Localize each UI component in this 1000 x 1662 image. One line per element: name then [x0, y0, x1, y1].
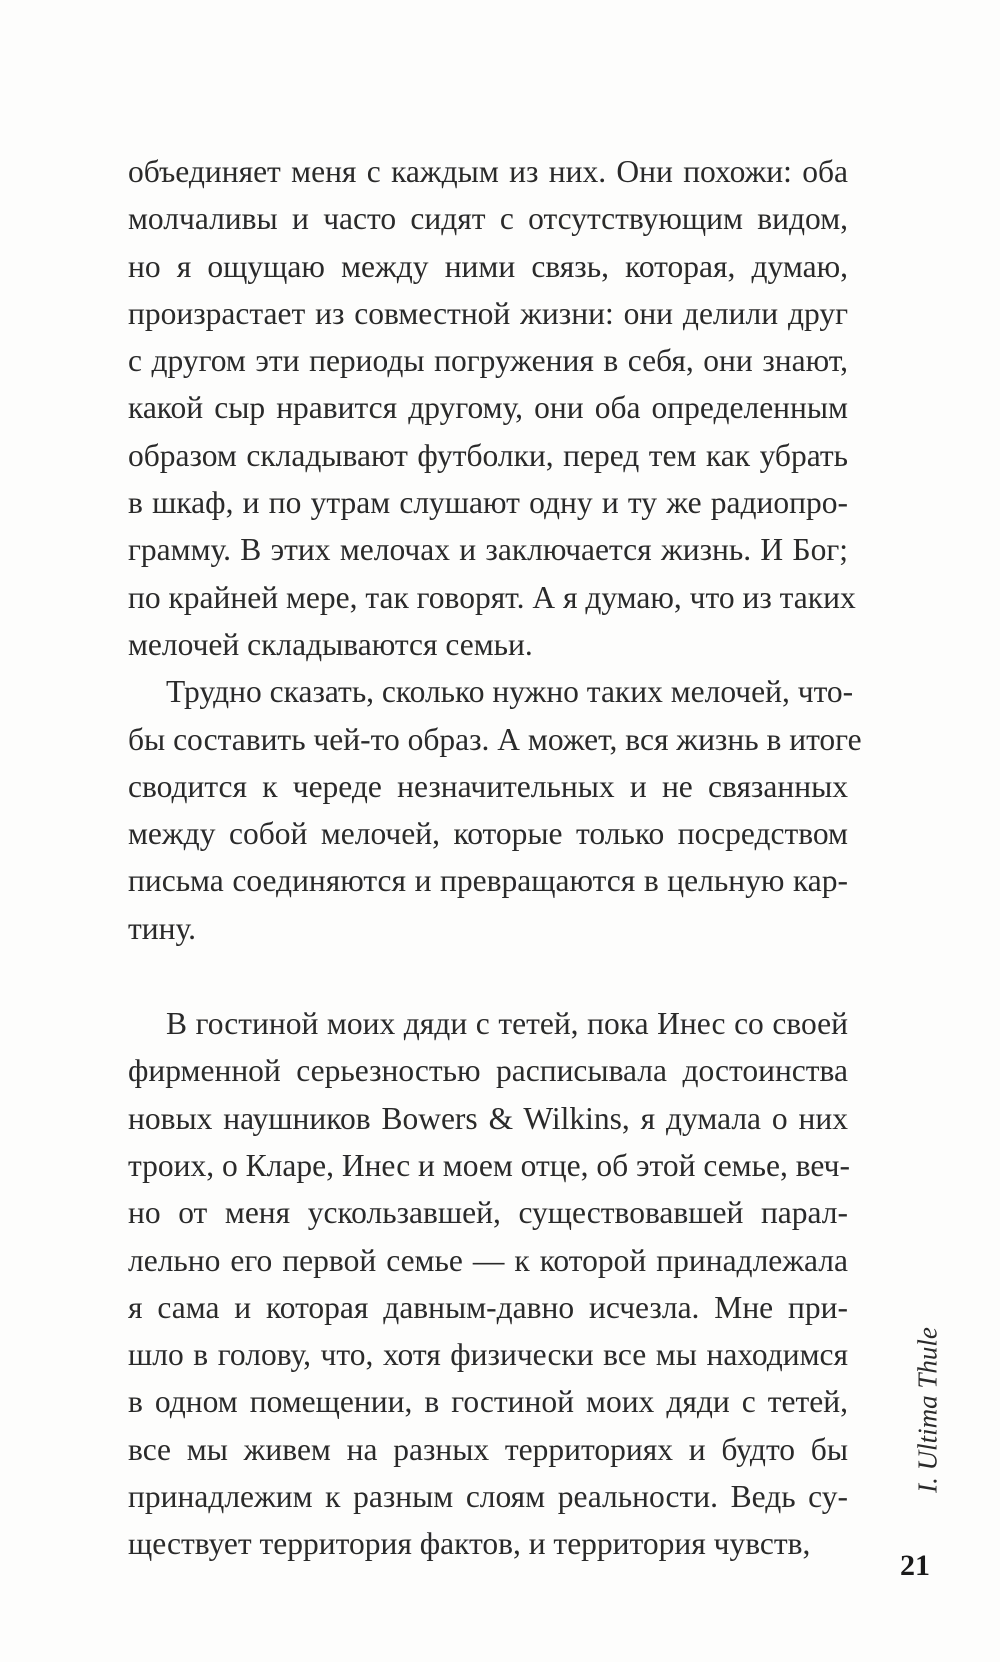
- text-line: принадлежим к разным слоям реальности. Ведь су-: [128, 1479, 848, 1515]
- text-line: объединяет меня с каждым из них. Они похожи: оба: [128, 154, 848, 189]
- text-line: с другом эти периоды погружения в себя, они знают,: [128, 343, 848, 379]
- text-line: образом складывают футболки, перед тем как убрать: [128, 437, 848, 473]
- text-line: письма соединяются и превращаются в цельную кар-: [128, 863, 848, 899]
- text-line: между собой мелочей, которые только посредством: [128, 816, 848, 852]
- text-line: все мы живем на разных территориях и будто бы: [128, 1431, 848, 1467]
- text-line: но я ощущаю между ними связь, которая, думаю,: [128, 248, 848, 284]
- text-line: какой сыр нравится другому, они оба определенным: [128, 390, 848, 426]
- text-line: я сама и которая давным-давно исчезла. Мне при-: [128, 1289, 848, 1325]
- text-line: лельно его первой семье — к которой принадлежала: [128, 1242, 848, 1278]
- section-break: [128, 952, 848, 1000]
- text-line: мелочей складываются семьи.: [128, 626, 533, 662]
- text-line: молчаливы и часто сидят с отсутствующим видом,: [128, 201, 848, 237]
- paragraph: [128, 1000, 848, 1568]
- text-line: Трудно сказать, сколько нужно таких мелочей, что-: [166, 674, 854, 710]
- text-line: сводится к череде незначительных и не связанных: [128, 768, 848, 804]
- running-head: I. Ultima Thule: [912, 1327, 943, 1493]
- text-line: троих, о Кларе, Инес и моем отце, об этой семье, веч-: [128, 1147, 850, 1183]
- text-line: в шкаф, и по утрам слушают одну и ту же радиопро-: [128, 485, 848, 521]
- text-line: новых наушников Bowers & Wilkins, я думала о них: [128, 1100, 848, 1136]
- text-line: В гостиной моих дяди с тетей, пока Инес со своей: [166, 1006, 848, 1042]
- text-line: шло в голову, что, хотя физически все мы находимся: [128, 1337, 848, 1373]
- paragraph: [128, 668, 862, 952]
- text-line: произрастает из совместной жизни: они делили друг: [128, 295, 848, 331]
- text-line: тину.: [128, 910, 196, 946]
- text-line: бы составить чей-то образ. А может, вся жизнь в итоге: [128, 721, 862, 757]
- text-line: грамму. В этих мелочах и заключается жизнь. И Бог;: [128, 532, 848, 568]
- paragraph: [128, 148, 856, 668]
- text-line: в одном помещении, в гостиной моих дяди с тетей,: [128, 1384, 848, 1420]
- text-line: ществует территория фактов, и территория чувств,: [128, 1526, 811, 1562]
- page-number: 21: [900, 1549, 930, 1582]
- text-line: но от меня ускользавшей, существовавшей парал-: [128, 1195, 848, 1231]
- text-line: фирменной серьезностью расписывала достоинства: [128, 1053, 848, 1089]
- text-line: по крайней мере, так говорят. А я думаю, что из таких: [128, 579, 856, 615]
- body-text: [128, 148, 862, 1568]
